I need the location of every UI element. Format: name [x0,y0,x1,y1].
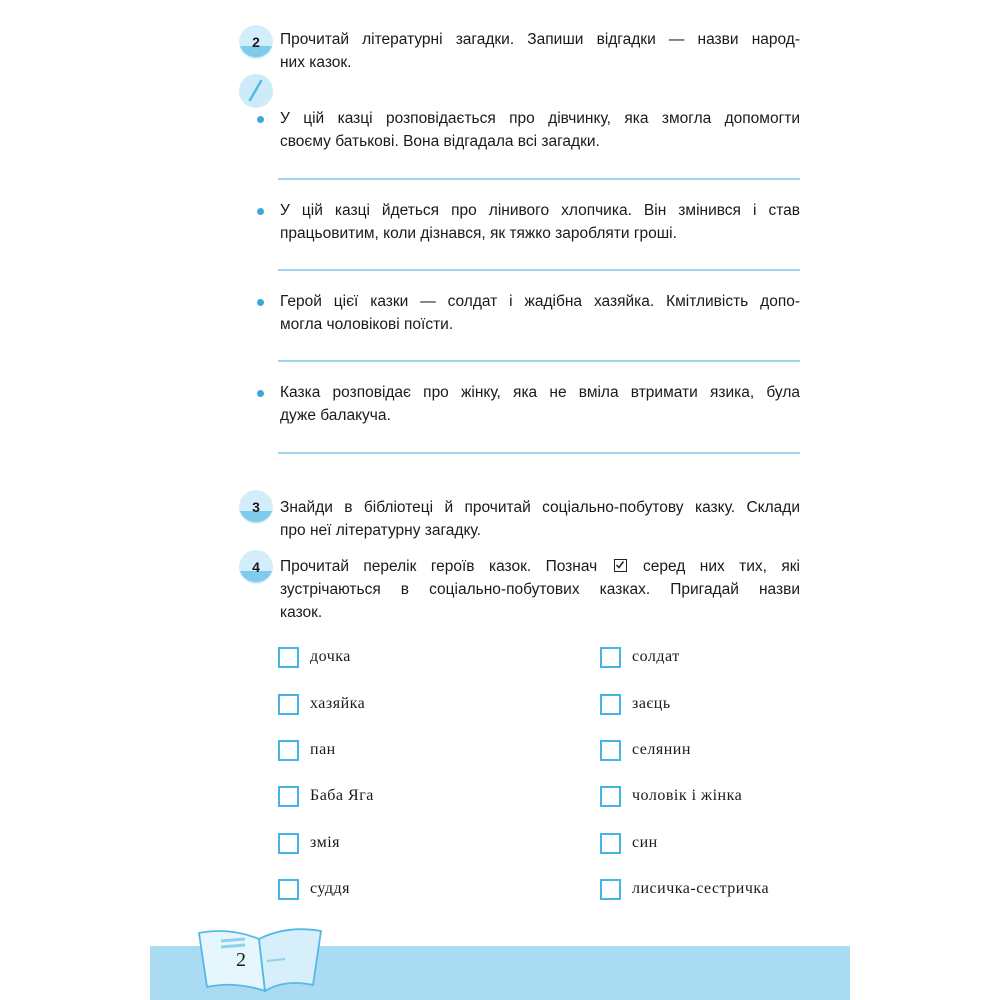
checkbox[interactable] [278,740,299,761]
checkbox-checked-icon [614,559,627,572]
checklist-item[interactable] [278,782,374,810]
checklist-item[interactable] [600,736,691,764]
checklist-label: Баба Яга [310,787,374,804]
checklist-item[interactable] [278,643,351,671]
checklist-label: пан [310,741,336,758]
bullet [257,299,264,306]
checklist-label: дочка [310,648,351,665]
riddle-2 [280,199,800,245]
checklist-item[interactable] [600,690,671,718]
riddle-line: могла чоловікові поїсти. [280,316,454,333]
checkbox[interactable] [600,879,621,900]
task-3-instruction [280,496,800,542]
riddle-3 [280,290,800,336]
task-4-line [280,555,800,578]
checklist-label: змія [310,834,341,851]
riddle-4 [280,381,800,427]
checkbox[interactable] [600,786,621,807]
checklist-label: заєць [632,695,671,712]
task-2-line: Прочитай літературні загадки. Запиши відгадки — назви народ- [280,31,800,48]
task-2-instruction [280,28,800,74]
checklist-item[interactable] [278,736,336,764]
task-4-text: Прочитай перелік героїв казок. Познач [280,558,598,575]
task-2-line: них казок. [280,54,352,71]
task-4-text: серед них тих, які [643,558,800,575]
riddle-line: дуже балакуча. [280,407,391,424]
riddle-line: працьовитим, коли дізнався, як тяжко заробляти гроші. [280,225,677,242]
checklist-label: син [632,834,658,851]
checkbox[interactable] [278,786,299,807]
svg-text:2: 2 [252,34,260,50]
checkbox[interactable] [600,740,621,761]
checklist-item[interactable] [600,875,769,903]
checklist-label: лисичка-сестричка [632,880,770,897]
checklist-label: солдат [632,648,680,665]
task-number-badge-4 [238,549,274,585]
task-4-line: зустрічаються в соціально-побутових казках. Пригадай назви [280,581,800,598]
task-3-line: Знайди в бібліотеці й прочитай соціально-побутову казку. Склади [280,499,800,516]
bullet [257,116,264,123]
riddle-line: У цій казці розповідається про дівчинку, яка змогла допомогти [280,110,800,127]
svg-text:3: 3 [252,499,260,515]
pencil-icon [237,72,275,110]
svg-text:4: 4 [252,559,260,575]
page-number: 2 [236,949,246,971]
checkbox[interactable] [278,647,299,668]
answer-line-4[interactable] [278,452,800,454]
checklist-item[interactable] [278,690,365,718]
answer-line-2[interactable] [278,269,800,271]
riddle-1 [280,107,800,153]
checklist-item[interactable] [600,643,680,671]
task-number-badge-2 [238,24,274,60]
checkbox[interactable] [600,694,621,715]
checklist-label: хазяйка [310,695,366,712]
checkbox[interactable] [600,833,621,854]
checklist-item[interactable] [278,875,350,903]
riddle-line: Казка розповідає про жінку, яка не вміла втримати язика, була [280,384,800,401]
open-book-icon [195,925,330,995]
bullet [257,208,264,215]
task-number-badge-3 [238,489,274,525]
riddle-line: своєму батькові. Вона відгадала всі загадки. [280,133,600,150]
checklist-item[interactable] [278,829,340,857]
task-3-line: про неї літературну загадку. [280,522,481,539]
checklist-label: суддя [310,880,351,897]
checklist-label: чоловік і жінка [632,787,743,804]
checkbox[interactable] [278,879,299,900]
checklist-label: селянин [632,741,691,758]
riddle-line: У цій казці йдеться про лінивого хлопчика. Він змінився і став [280,202,800,219]
answer-line-1[interactable] [278,178,800,180]
checklist-item[interactable] [600,829,658,857]
checkbox[interactable] [278,694,299,715]
checkbox[interactable] [600,647,621,668]
answer-line-3[interactable] [278,360,800,362]
checklist-item[interactable] [600,782,742,810]
riddle-line: Герой цієї казки — солдат і жадібна хазяйка. Кмітливість допо- [280,293,800,310]
checkbox[interactable] [278,833,299,854]
task-4-line: казок. [280,604,323,621]
task-4-instruction [280,555,800,624]
bullet [257,390,264,397]
